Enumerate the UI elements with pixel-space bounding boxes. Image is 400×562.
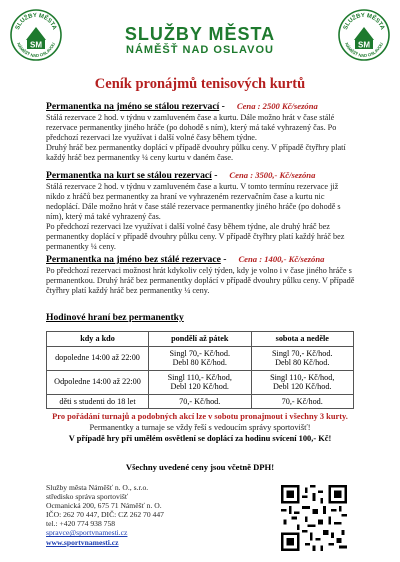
logo-ring-top-text: SLUŽBY MĚSTA <box>14 12 58 31</box>
price-line: Debl 120 Kč/hod. <box>170 382 229 391</box>
weekday-price-cell: 70,- Kč/hod. <box>149 394 252 409</box>
table-header-row <box>47 332 354 347</box>
section-name-permit-no-reservation <box>46 253 366 296</box>
price-line: Debl 80 Kč/hod. <box>172 358 227 367</box>
section-body-line: permanentkou. Druhý hráč bez permanentky doplácí v případě dvouhry půlku ceny. V případě <box>46 276 355 285</box>
city-services-logo-right <box>338 9 390 61</box>
section-heading <box>46 169 366 182</box>
section-heading-text: Permanentka na jméno bez stálé rezervace <box>46 254 221 265</box>
logo-ring-top-text: SLUŽBY MĚSTA <box>342 12 386 31</box>
price-line: Singl 110,- Kč/hod, <box>167 372 232 382</box>
section-body-line: rezervace permanentky jiného hráče (po dohodě s ním), který má také vyhrazený čas. Po <box>46 123 337 132</box>
footer-line: středisko správa sportovišť <box>46 492 129 502</box>
weekend-price-cell <box>251 346 354 370</box>
heading-separator: - <box>219 101 225 112</box>
section-heading <box>46 253 366 266</box>
section-price: Cena : 1400,- Kč/sezóna <box>238 254 325 264</box>
section-name-permit-fixed-reservation <box>46 100 366 163</box>
footer-line: tel.: +420 774 938 758 <box>46 519 116 529</box>
section-body-line: předchozí rezervaci lze využívat i další volné časy během týdne. <box>46 133 257 142</box>
footer-line: IČO: 262 70 447, DIČ: CZ 262 70 447 <box>46 510 164 520</box>
section-body-line: nikdo z hráčů bez permanentky za hraní ve vyhrazeném rezervačním čase a kurtu nic <box>46 192 325 201</box>
section-body-line: Stálá rezervace 2 hod. v týdnu v zamluveném čase a kurtu. V tomto termínu rezervace již <box>46 182 339 191</box>
logo-monogram: SM <box>358 40 370 50</box>
logo-monogram: SM <box>30 40 42 50</box>
section-heading-text: Permanentka na jméno se stálou rezervací <box>46 101 220 112</box>
footer-contact <box>46 483 164 547</box>
section-body-line: Stálá rezervace 2 hod. v týdnu v zamluveném čase a kurtu. Dále možno hrát v čase stálé <box>46 113 335 122</box>
vat-note: Všechny uvedené ceny jsou včetně DPH! <box>125 462 275 472</box>
contact-note: Permanentky a turnaje se vždy řeší s vedoucím správy sportovišť! <box>89 423 311 432</box>
row-label: Odpoledne 14:00 až 22:00 <box>47 370 149 394</box>
tournament-note: Pro pořádání turnajů a podobných akcí lze v sobotu pronajmout i všechny 3 kurty. <box>52 412 348 421</box>
header <box>0 0 400 68</box>
hours-section-title: Hodinové hraní bez permanentky <box>46 312 184 323</box>
section-body-line: čtyřhry platí každý hráč bez permanentky ¼ ceny. <box>46 286 210 295</box>
table-row <box>47 394 354 409</box>
section-body <box>46 266 366 296</box>
weekday-price-cell <box>149 370 252 394</box>
price-line: Debl 120 Kč/hod. <box>273 382 332 391</box>
weekend-price-cell: 70,- Kč/hod. <box>251 394 354 409</box>
brand-block <box>110 24 290 57</box>
section-body-line: permanentky doplácí v případě dvouhry půlku ceny. V případě čtyřhry platí každý hráč bez <box>46 232 345 241</box>
brand-subtitle: NÁMĚŠŤ NAD OSLAVOU <box>126 44 274 56</box>
city-services-logo-left <box>10 9 62 61</box>
column-header: kdy a kdo <box>47 332 149 347</box>
price-line: Singl 70,- Kč/hod. <box>169 348 230 358</box>
weekday-price-cell <box>149 346 252 370</box>
section-price: Cena : 3500,- Kč/sezóna <box>229 170 316 180</box>
logo-ring-bottom-text: NÁMĚŠŤ NAD OSLAVOU <box>344 41 384 59</box>
section-body-line: Druhý hráč bez permanentky doplácí v případě dvouhry půlku ceny. V případě čtyřhry platí <box>46 143 346 152</box>
section-heading-text: Permanentka na kurt se stálou rezervací <box>46 170 212 181</box>
footer-line: Služby města Náměšť n. O., s.r.o. <box>46 483 149 492</box>
brand-title: SLUŽBY MĚSTA <box>124 24 276 44</box>
table-row <box>47 370 354 394</box>
section-body-line: nedoplácí. Dále možno hrát v čase stálé rezervace permanentky jiného hráče (po dohodě s <box>46 202 341 211</box>
column-header: sobota a neděle <box>251 332 354 347</box>
section-body <box>46 113 366 163</box>
section-body <box>46 182 366 252</box>
section-body-line: ním), který má také vyhrazený čas. <box>46 212 161 221</box>
email-link[interactable]: spravce@sportvnamesti.cz <box>46 528 128 538</box>
heading-separator: - <box>220 254 227 265</box>
column-header: pondělí až pátek <box>149 332 252 347</box>
row-label: dopoledne 14:00 až 22:00 <box>47 346 149 370</box>
lighting-note: V případě hry při umělém osvětlení se doplácí za hodinu svícení 100,- Kč! <box>68 434 332 443</box>
price-line: Singl 70,- Kč/hod. <box>272 348 333 358</box>
section-court-permit-fixed-reservation <box>46 169 366 252</box>
section-body-line: Po předchozí rezervaci možnost hrát kdykoliv celý týden, kdy je volno i v čase jiného hráče s <box>46 266 352 275</box>
footer-line: Ocmanická 200, 675 71 Náměšť n. O. <box>46 501 162 511</box>
website-link[interactable]: www.sportvnamesti.cz <box>46 537 119 547</box>
table-row <box>47 346 354 370</box>
section-body-line: každý hráč bez permanentky ¼ ceny kurtu v daném čase. <box>46 153 234 162</box>
price-line: Singl 110,- Kč/hod, <box>270 372 335 382</box>
section-body-line: Po předchozí rezervaci lze využívat i další volné časy během týdne, ale druhý hráč bez <box>46 222 330 231</box>
qr-code-icon <box>281 485 347 551</box>
section-price: Cena : 2500 Kč/sezóna <box>236 101 318 111</box>
notes-block <box>20 411 380 444</box>
section-body-line: permanentky ¼ ceny. <box>46 242 116 251</box>
page-title: Ceník pronájmů tenisových kurtů <box>94 76 306 92</box>
price-line: Debl 80 Kč/hod. <box>275 358 330 367</box>
section-heading <box>46 100 366 113</box>
hourly-price-table <box>46 331 354 409</box>
heading-separator: - <box>211 170 218 181</box>
logo-ring-bottom-text: NÁMĚŠŤ NAD OSLAVOU <box>16 41 56 59</box>
weekend-price-cell <box>251 370 354 394</box>
row-label: děti s studenti do 18 let <box>47 394 149 409</box>
